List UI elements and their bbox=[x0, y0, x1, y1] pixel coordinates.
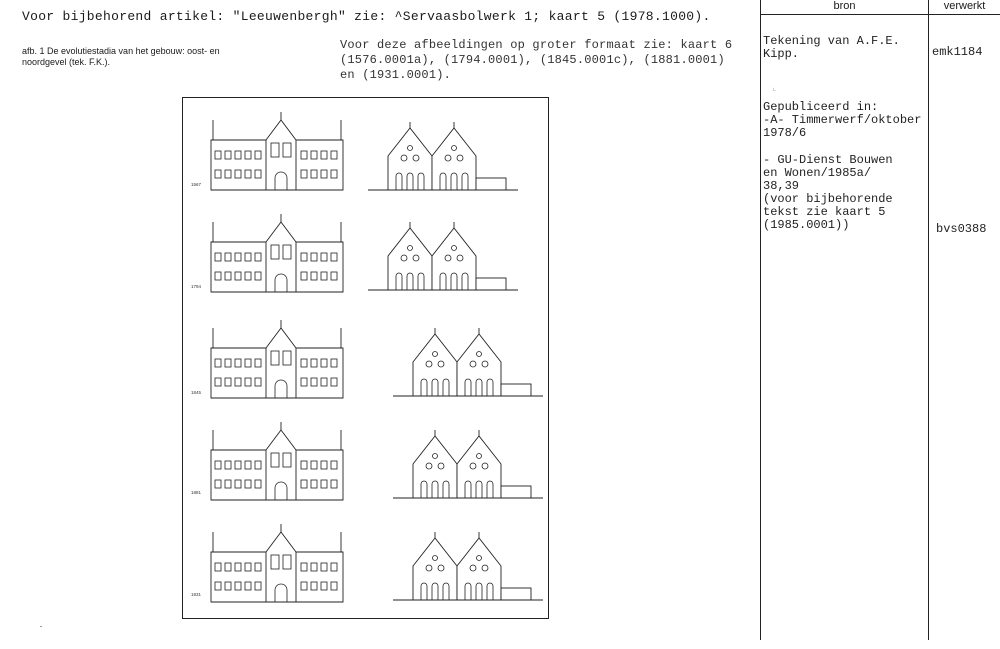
year-label: 1845 bbox=[191, 390, 202, 395]
north-elevation-1567 bbox=[211, 112, 343, 190]
page-heading: Voor bijbehorend artikel: "Leeuwenbergh" zie: ^Servaasbolwerk 1; kaart 5 (1978.1000). bbox=[22, 9, 711, 24]
header-rule bbox=[760, 14, 1000, 15]
source-line: tekst zie kaart 5 bbox=[763, 205, 886, 219]
year-label: 1931 bbox=[191, 592, 202, 597]
source-line: Tekening van A.F.E. bbox=[763, 34, 900, 48]
reference-note-line: Voor deze afbeeldingen op groter formaat zie: kaart 6 bbox=[340, 38, 733, 52]
east-elevation-1794 bbox=[368, 222, 518, 290]
reference-note bbox=[340, 38, 732, 83]
source-line: - GU-Dienst Bouwen bbox=[763, 153, 893, 167]
reference-note-line: (1576.0001a), (1794.0001), (1845.0001c), (1881.0001) bbox=[340, 53, 725, 67]
north-elevation-1845 bbox=[211, 320, 343, 398]
elevation-drawings-sheet bbox=[182, 97, 549, 619]
figure-caption bbox=[22, 46, 302, 68]
publication-entry bbox=[763, 154, 893, 232]
column-divider bbox=[928, 0, 929, 640]
north-elevation-1931 bbox=[211, 524, 343, 602]
source-line: 1978/6 bbox=[763, 126, 807, 140]
east-elevation-1881 bbox=[393, 430, 543, 498]
publication-entry bbox=[763, 101, 921, 140]
column-header-verwerkt: verwerkt bbox=[943, 0, 986, 12]
source-line: 38,39 bbox=[763, 179, 800, 193]
column-header-bron: bron bbox=[833, 0, 856, 12]
north-elevation-1794 bbox=[211, 214, 343, 292]
reference-note-line: en (1931.0001). bbox=[340, 68, 452, 82]
source-entry bbox=[763, 35, 900, 61]
elevation-drawings bbox=[183, 98, 548, 618]
east-elevation-1567 bbox=[368, 122, 518, 190]
year-label: 1794 bbox=[191, 284, 202, 289]
source-line: en Wonen/1985a/ bbox=[763, 166, 872, 180]
east-elevation-1931 bbox=[393, 532, 543, 600]
source-line: Gepubliceerd in: bbox=[763, 100, 879, 114]
column-divider bbox=[760, 0, 761, 640]
year-label: 1567 bbox=[191, 182, 202, 187]
north-elevation-1881 bbox=[211, 422, 343, 500]
processed-code: bvs0388 bbox=[936, 222, 987, 236]
east-elevation-1845 bbox=[393, 328, 543, 396]
source-line: (1985.0001)) bbox=[763, 218, 850, 232]
source-line: (voor bijbehorende bbox=[763, 192, 893, 206]
year-label: 1881 bbox=[191, 490, 202, 495]
source-line: Kipp. bbox=[763, 47, 800, 61]
processed-code: emk1184 bbox=[932, 45, 983, 59]
caption-line: afb. 1 De evolutiestadia van het gebouw: oost- en bbox=[22, 46, 220, 56]
source-line: -A- Timmerwerf/oktober bbox=[763, 113, 922, 127]
caption-line: noordgevel (tek. F.K.). bbox=[22, 57, 111, 67]
tick-mark: ⌞ bbox=[772, 84, 777, 93]
speck bbox=[40, 626, 42, 627]
